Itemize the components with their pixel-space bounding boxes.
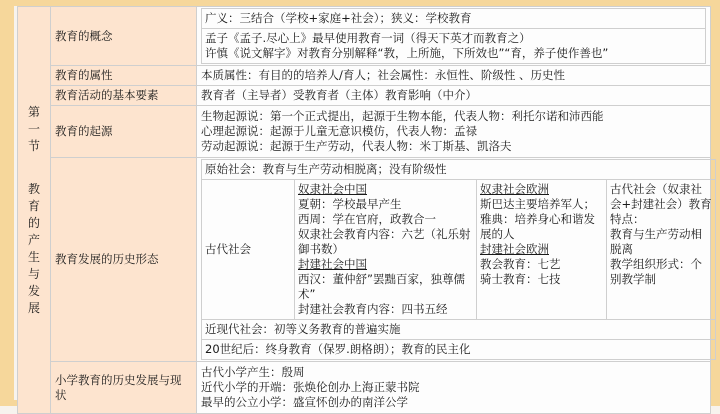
china-line: 奴隶社会教育内容：六艺（礼乐射御书数） — [298, 227, 471, 256]
europe-line: 斯巴达主要培养军人； — [480, 197, 595, 211]
history-primitive: 原始社会：教育与生产劳动相脱离；没有阶级性 — [202, 160, 716, 180]
primary-public: 最早的公立小学：盛宣怀创办的南洋公学 — [201, 395, 408, 409]
row-label-primary: 小学教育的历史发展与现状 — [51, 362, 197, 414]
features-line: 教育与生产劳动相脱离 — [610, 227, 702, 256]
history-ancient-europe — [477, 180, 607, 320]
row-content-attribute: 本质属性：有目的的培养人/育人；社会属性：永恒性、阶级性 、历史性 — [197, 66, 711, 86]
concept-mencius: 孟子《孟子.尽心上》最早使用教育一词（得天下英才而教育之） — [205, 31, 531, 45]
concept-line — [202, 29, 706, 64]
europe-line: 教会教育：七艺 — [480, 257, 561, 271]
knowledge-table — [17, 6, 711, 414]
china-line: 西汉：董仲舒”罢黜百家，独尊儒术” — [298, 272, 465, 301]
history-ancient-china — [295, 180, 477, 320]
china-line: 封建社会教育内容：四书五经 — [298, 302, 448, 316]
frame-left — [0, 0, 14, 406]
row-label-elements: 教育活动的基本要素 — [51, 86, 197, 106]
china-line: 夏朝：学校最早产生 — [298, 197, 402, 211]
row-content-origin — [197, 106, 711, 158]
section-cell — [18, 7, 51, 414]
section-number: 第一节 — [27, 104, 40, 153]
europe-line: 骑士教育：七技 — [480, 272, 561, 286]
row-label-concept: 教育的概念 — [51, 7, 197, 66]
china-slave-heading: 奴隶社会中国 — [298, 182, 367, 196]
row-content-concept — [197, 7, 711, 66]
primary-modern: 近代小学的开端：张焕伦创办上海正蒙书院 — [201, 380, 420, 394]
row-content-elements: 教育者（主导者）受教育者（主体）教育影响（中介） — [197, 86, 711, 106]
concept-xushen: 许慎《说文解字》对教育分别解释“教，上所施，下所效也”“育，养子使作善也” — [205, 46, 609, 60]
china-line: 西周：学在官府，政教合一 — [298, 212, 436, 226]
features-line: 古代社会（奴隶社会+封建社会）教育特点： — [610, 182, 712, 226]
origin-labor: 劳动起源说：起源于生产劳动，代表人物：米丁斯基、凯洛夫 — [201, 139, 512, 153]
origin-biological: 生物起源说：第一个正式提出，起源于生物本能，代表人物：利托尔诺和沛西能 — [201, 109, 604, 123]
europe-slave-heading: 奴隶社会欧洲 — [480, 182, 549, 196]
history-modern: 近现代社会：初等义务教育的普遍实施 — [202, 320, 716, 340]
china-feudal-heading: 封建社会中国 — [298, 257, 367, 271]
features-line: 教学组织形式：个别教学制 — [610, 257, 702, 286]
concept-line: 广义：三结合（学校+家庭+社会）；狭义：学校教育 — [202, 9, 706, 29]
section-title: 教育的产生与发展 — [27, 181, 40, 315]
row-content-history — [197, 158, 711, 362]
origin-psychological: 心理起源说：起源于儿童无意识模仿，代表人物：孟禄 — [201, 124, 477, 138]
primary-ancient: 古代小学产生：殷周 — [201, 365, 305, 379]
europe-feudal-heading: 封建社会欧洲 — [480, 242, 549, 256]
europe-line: 雅典：培养身心和谐发展的人 — [480, 212, 595, 241]
row-label-attribute: 教育的属性 — [51, 66, 197, 86]
history-20th-century: 20世纪后：终身教育（保罗.朗格朗）；教育的民主化 — [202, 340, 716, 360]
row-label-history: 教育发展的历史形态 — [51, 158, 197, 362]
history-ancient-features — [607, 180, 716, 320]
history-ancient-label: 古代社会 — [202, 180, 295, 320]
row-label-origin: 教育的起源 — [51, 106, 197, 158]
